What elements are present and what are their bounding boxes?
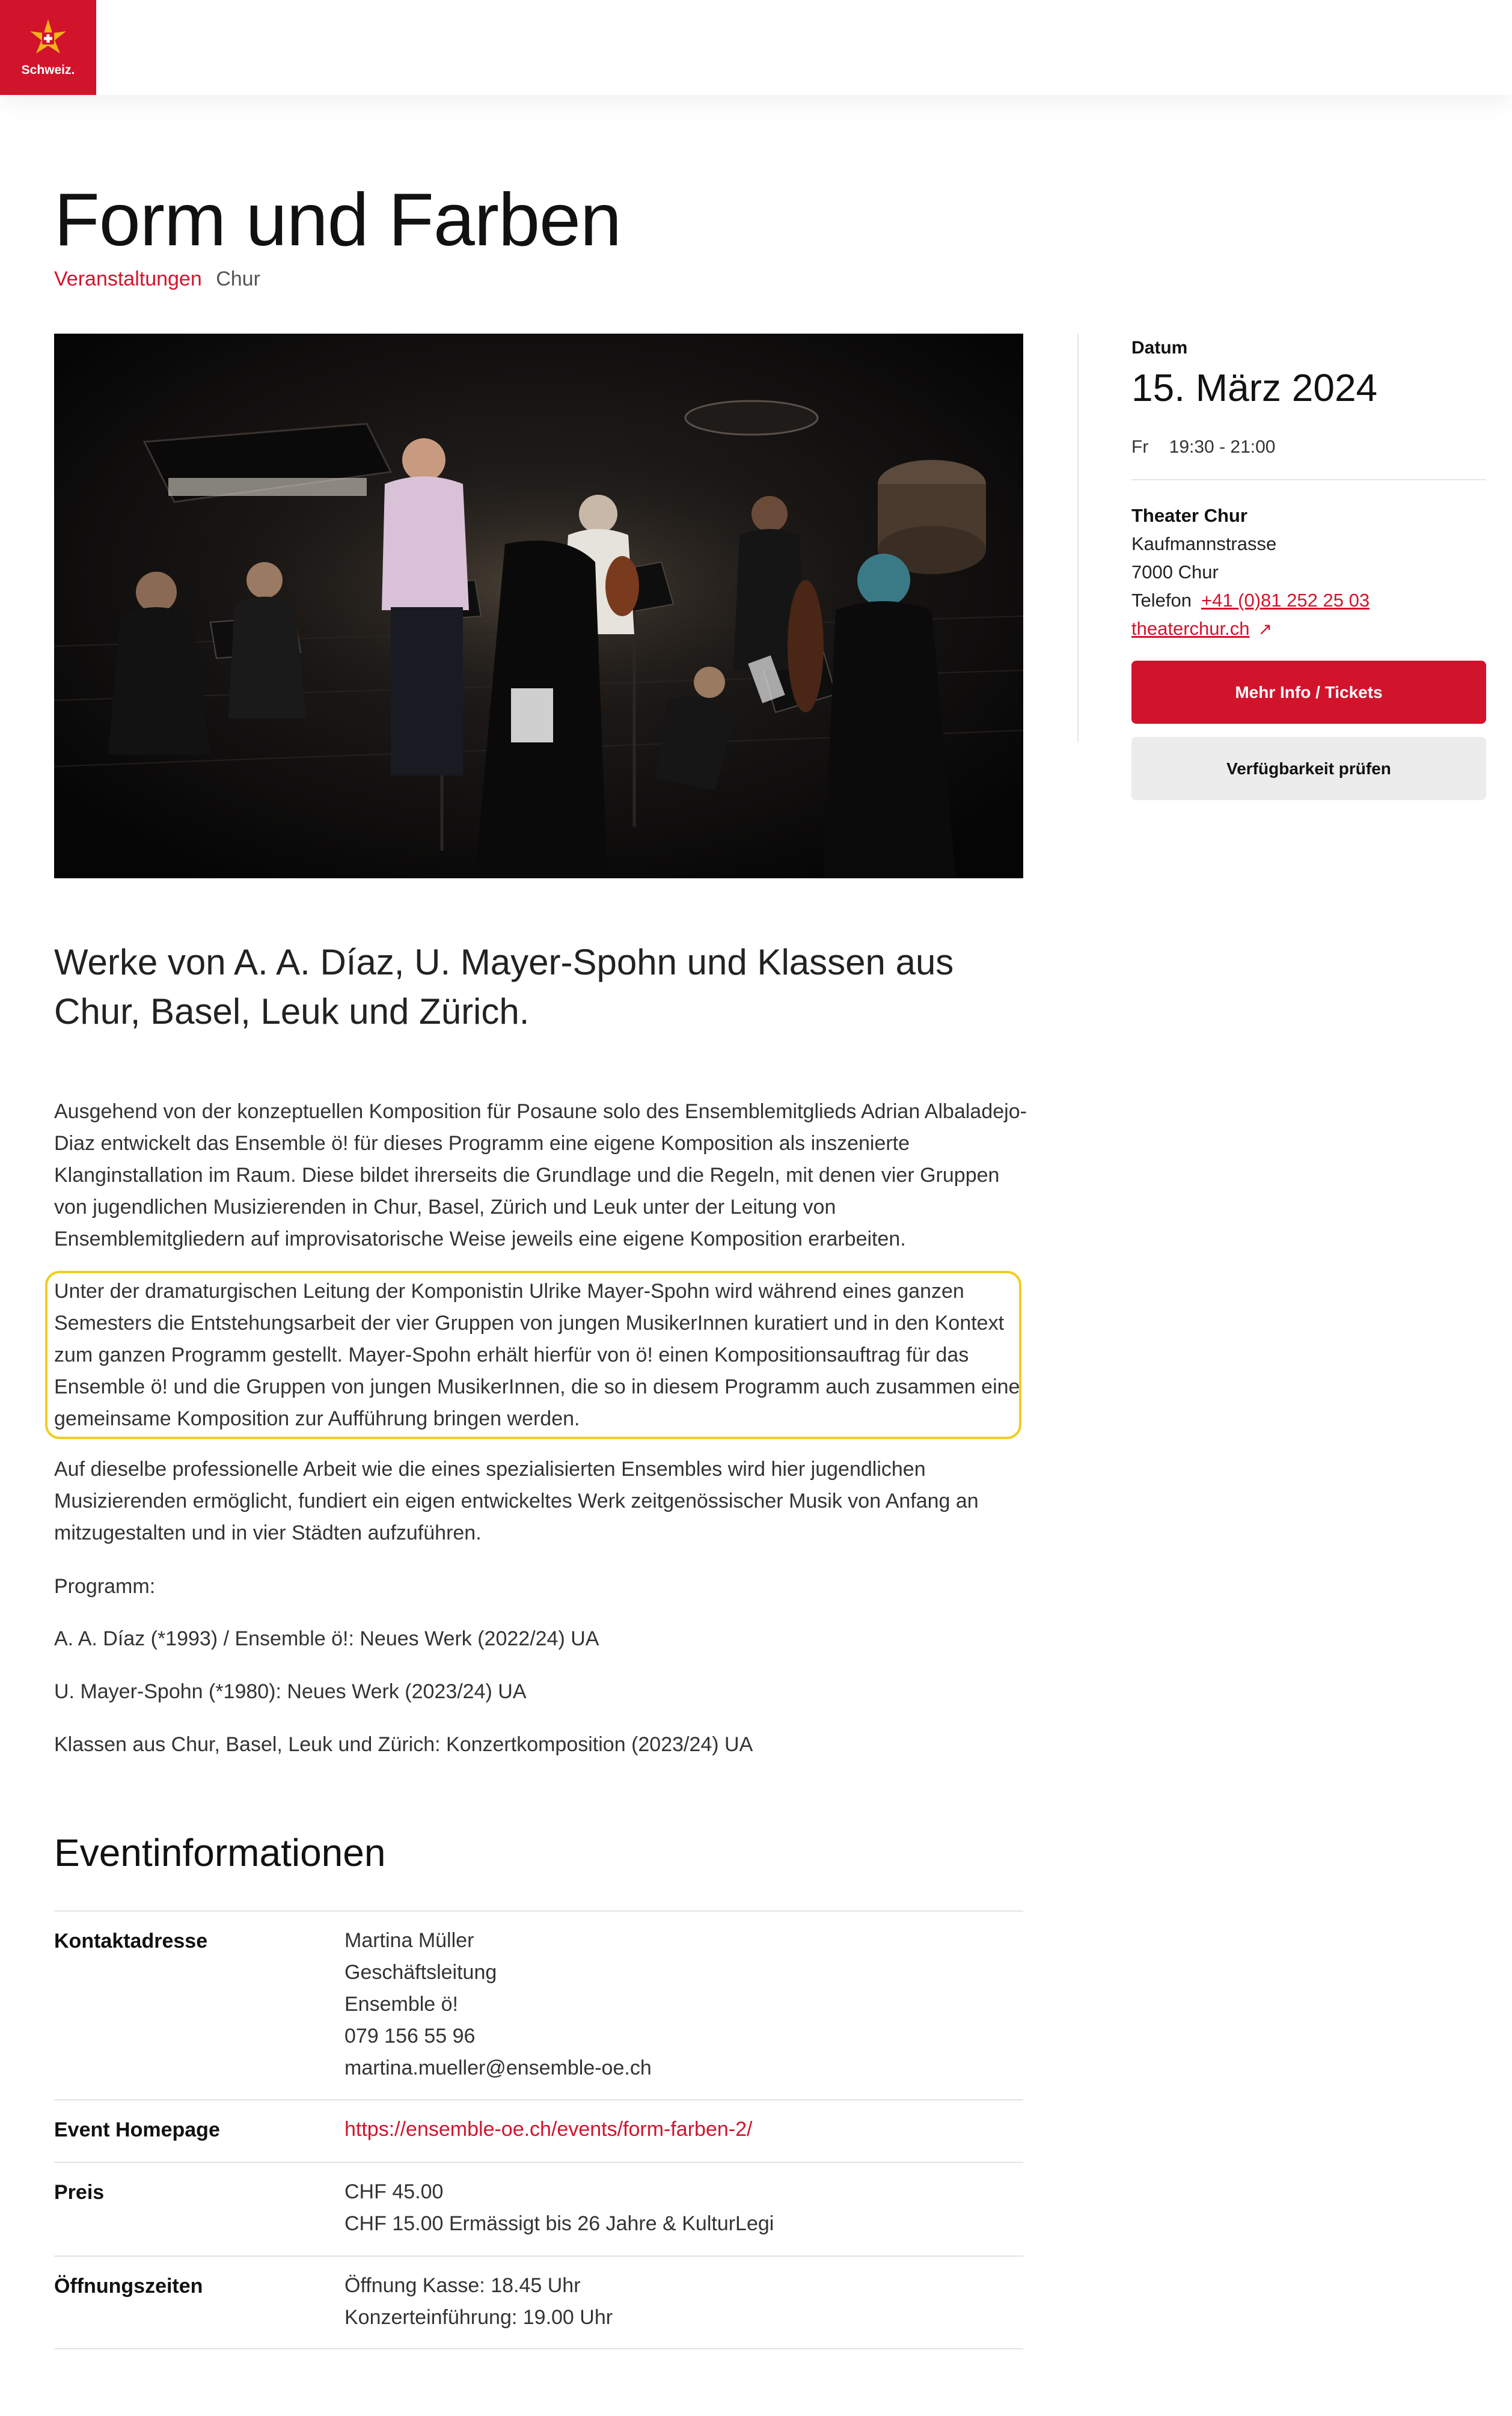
info-row-homepage: [54, 2099, 1023, 2163]
info-row-contact: [54, 1910, 1023, 2100]
breadcrumb-category-link[interactable]: Veranstaltungen: [54, 268, 202, 290]
info-row-opening-hours: [54, 2255, 1023, 2349]
venue-block: [1131, 501, 1370, 643]
contact-email: martina.mueller@ensemble-oe.ch: [344, 2057, 652, 2079]
venue-name: Theater Chur: [1131, 505, 1247, 526]
info-value: [344, 2270, 613, 2334]
info-value: [344, 2176, 774, 2240]
top-header: [0, 0, 1512, 95]
breadcrumb-location: Chur: [216, 268, 260, 290]
contact-name: Martina Müller: [344, 1929, 474, 1952]
price-regular: CHF 45.00: [344, 2180, 444, 2203]
contact-role: Geschäftsleitung: [344, 1961, 497, 1984]
program-item-1: A. A. Díaz (*1993) / Ensemble ö!: Neues Werk (2022/24) UA: [54, 1627, 599, 1650]
schweiz-logo[interactable]: [0, 0, 96, 95]
event-info-title: Eventinformationen: [54, 1831, 386, 1874]
time-range: 19:30 - 21:00: [1169, 437, 1276, 457]
info-label: Preis: [54, 2181, 105, 2204]
event-lead-text: Werke von A. A. Díaz, U. Mayer-Spohn und Klassen aus Chur, Basel, Leuk und Zürich.: [54, 942, 954, 1032]
logo-text: Schweiz.: [21, 63, 75, 77]
price-reduced: CHF 15.00 Ermässigt bis 26 Jahre & KulturLegi: [344, 2212, 774, 2235]
venue-phone-line: [1131, 586, 1370, 614]
phone-link[interactable]: +41 (0)81 252 25 03: [1201, 590, 1370, 611]
page-title: Form und Farben: [54, 179, 621, 261]
info-label: Kontaktadresse: [54, 1930, 208, 1953]
description-paragraph-2: Unter der dramaturgischen Leitung der Komponistin Ulrike Mayer-Spohn wird während eines ganzen Semesters die Entstehungsarbeit der vier Gruppen von jungen MusikerInnen kuratiert und in den Kontext zum ganzen Programm gestellt. Mayer-Spohn erhält hierfür von ö! einen Kompositionsauftrag für das Ensemble ö! und die Gruppen von jungen MusikerInnen, die so in diesem Programm auch zusammen eine gemeinsame Komposition zur Aufführung bringen werden.: [54, 1280, 1020, 1430]
info-value: [344, 2114, 752, 2145]
more-info-tickets-button[interactable]: Mehr Info / Tickets: [1131, 661, 1486, 724]
concert-introduction: Konzerteinführung: 19.00 Uhr: [344, 2306, 613, 2329]
sidebar-separator: [1131, 479, 1486, 480]
venue-website-link[interactable]: theaterchur.ch: [1131, 618, 1250, 639]
info-value: [344, 1925, 652, 2084]
contact-organization: Ensemble ö!: [344, 1993, 458, 2016]
info-row-price: [54, 2162, 1023, 2257]
event-hero-image: [54, 334, 1023, 878]
sidebar-divider: [1077, 334, 1079, 742]
box-office-opening: Öffnung Kasse: 18.45 Uhr: [344, 2274, 581, 2297]
program-item-3: Klassen aus Chur, Basel, Leuk und Zürich: Konzertkomposition (2023/24) UA: [54, 1733, 753, 1756]
event-homepage-link[interactable]: https://ensemble-oe.ch/events/form-farben-2/: [344, 2118, 753, 2141]
swiss-star-icon: [27, 17, 69, 60]
concert-photo-illustration: [54, 334, 1023, 878]
phone-label: Telefon: [1131, 590, 1192, 611]
event-time: [1131, 437, 1275, 457]
venue-street: Kaufmannstrasse: [1131, 533, 1277, 554]
check-availability-button[interactable]: Verfügbarkeit prüfen: [1131, 737, 1486, 800]
info-label: Öffnungszeiten: [54, 2275, 203, 2298]
description-paragraph-1: Ausgehend von der konzeptuellen Komposition für Posaune solo des Ensemblemitglieds Adrian Albaladejo-Diaz entwickelt das Ensemble ö! für dieses Programm eine eigene Komposition als inszenierte Klanginstallation im Raum. Diese bildet ihrerseits die Grundlage und die Regeln, mit denen vier Gruppen von jugendlichen Musizierenden in Chur, Basel, Zürich und Leuk unter der Leitung von Ensemblemitgliedern auf improvisatorische Weise jeweils eine eigene Komposition erarbeiten.: [54, 1100, 1027, 1250]
program-heading: Programm:: [54, 1575, 156, 1598]
program-item-2: U. Mayer-Spohn (*1980): Neues Werk (2023/24) UA: [54, 1680, 527, 1703]
info-label: Event Homepage: [54, 2118, 220, 2141]
external-link-icon: ↗: [1258, 620, 1272, 638]
breadcrumb: [54, 268, 260, 291]
date-label: Datum: [1131, 338, 1188, 358]
description-paragraph-3: Auf dieselbe professionelle Arbeit wie die eines spezialisierten Ensembles wird hier jugendlichen Musizierenden ermöglicht, fundiert ein eigen entwickeltes Werk zeitgenössischer Musik von Anfang an mitzugestalten und in vier Städten aufzuführen.: [54, 1458, 979, 1544]
contact-phone: 079 156 55 96: [344, 2025, 476, 2047]
weekday: Fr: [1131, 437, 1149, 457]
table-bottom-border: [54, 2348, 1023, 2349]
venue-website-line: [1131, 614, 1370, 643]
event-date: 15. März 2024: [1131, 366, 1378, 409]
venue-city: 7000 Chur: [1131, 561, 1219, 583]
